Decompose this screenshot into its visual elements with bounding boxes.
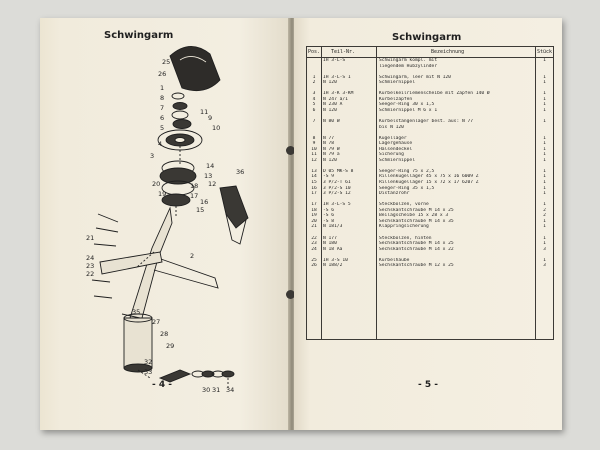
- row-bezeichnung: Rillenkugellager 45 x 75 x 16 6009 Z: [379, 174, 479, 180]
- row-pos: 1: [312, 74, 316, 80]
- callout-label: 6: [160, 114, 165, 122]
- row-bezeichnung: Distanzrohr: [379, 191, 410, 197]
- callout-label: 21: [86, 234, 95, 242]
- callout-label: 23: [86, 262, 95, 270]
- callout-label: 34: [226, 386, 235, 394]
- row-teil-nr: N 188/2: [323, 263, 343, 269]
- row-stueck: 1: [543, 119, 546, 125]
- row-pos: 17: [311, 202, 317, 208]
- row-stueck: 1: [543, 168, 546, 174]
- row-pos: 17: [311, 191, 317, 197]
- callout-label: 17: [190, 192, 199, 200]
- row-teil-nr: N 247 a/1: [323, 96, 348, 102]
- row-pos: 6: [312, 107, 316, 113]
- row-teil-nr: -S 6: [323, 213, 335, 219]
- row-stueck: 2: [543, 213, 546, 219]
- row-stueck: 1: [543, 107, 546, 113]
- row-pos: 21: [311, 224, 317, 230]
- row-bezeichnung: Schmiernippel: [379, 157, 415, 163]
- row-bezeichnung: Seeger-Ring 35 x 1,5: [379, 185, 435, 191]
- row-bezeichnung: Kurbelstangenlager best. aus: N 77: [379, 119, 474, 125]
- row-bezeichnung: Kurbelhaube: [379, 257, 410, 263]
- row-pos: 19: [311, 213, 317, 219]
- row-stueck: 1: [543, 58, 546, 63]
- row-stueck: 1: [543, 185, 546, 191]
- row-stueck: 1: [543, 180, 546, 186]
- row-stueck: 1: [543, 80, 546, 86]
- row-pos: 3: [312, 91, 316, 97]
- right-page: [294, 18, 562, 430]
- row-teil-nr: N 230 A: [323, 102, 343, 108]
- left-page: [40, 18, 290, 430]
- row-pos: 24: [311, 246, 317, 252]
- row-pos: 4: [312, 96, 316, 102]
- callout-label: 12: [208, 180, 217, 188]
- row-teil-nr: N 177: [323, 235, 337, 241]
- row-stueck: 1: [543, 241, 546, 247]
- row-teil-nr: N 78: [323, 141, 335, 147]
- row-pos: 11: [311, 152, 317, 158]
- row-pos: 10: [311, 146, 317, 152]
- row-pos: 8: [312, 135, 316, 141]
- parts-table: [306, 46, 554, 340]
- row-teil-nr: N 120: [323, 157, 337, 163]
- row-stueck: 1: [543, 157, 546, 163]
- row-teil-nr: N 80 W: [323, 119, 340, 125]
- row-teil-nr: N 79 W: [323, 146, 340, 152]
- row-teil-nr: -S 9: [323, 174, 335, 180]
- callout-label: 25: [162, 58, 171, 66]
- callout-label: 20: [152, 180, 161, 188]
- callout-label: 36: [236, 168, 245, 176]
- parts-table-header: [307, 47, 553, 58]
- row-teil-nr: N 180: [323, 241, 337, 247]
- row-teil-nr: N 120: [323, 80, 337, 86]
- row-pos: 16: [311, 185, 317, 191]
- parts-table-body: [307, 58, 553, 269]
- callout-label: 30: [202, 386, 211, 394]
- callout-label: 32: [144, 358, 153, 366]
- row-stueck: 1: [543, 146, 546, 152]
- header-teil-nr: Teil-Nr.: [331, 49, 356, 55]
- callout-label: 26: [158, 70, 167, 78]
- table-row: [307, 263, 553, 269]
- row-stueck: 1: [543, 257, 546, 263]
- callout-label: 19: [158, 190, 167, 198]
- row-teil-nr: -S 8: [323, 218, 335, 224]
- row-teil-nr: N 181/3: [323, 224, 343, 230]
- row-teil-nr: IH 3-L-S 5: [323, 202, 351, 208]
- row-pos: 9: [312, 141, 316, 147]
- row-teil-nr: IH 3-L-S: [323, 58, 346, 63]
- row-bezeichnung: Lagergehäuse: [379, 141, 413, 147]
- callout-label: 35: [132, 308, 141, 316]
- row-pos: 12: [311, 157, 317, 163]
- callout-label: 24: [86, 254, 95, 262]
- row-teil-nr: 3 P/2-S 10: [323, 185, 351, 191]
- row-stueck: 3: [543, 246, 546, 252]
- row-bezeichnung: Rillenkugellager 15 x 72 x 17 6207 Z: [379, 180, 479, 186]
- row-stueck: 1: [543, 91, 546, 97]
- row-stueck: 1: [543, 191, 546, 197]
- callout-label: 7: [160, 104, 165, 112]
- row-bezeichnung: Steckbolzen, hinten: [379, 235, 432, 241]
- header-stueck: Stück: [537, 49, 553, 55]
- row-teil-nr: 3 P/2-S 12: [323, 191, 351, 197]
- row-pos: 23: [311, 241, 317, 247]
- row-bezeichnung: Klappringsicherung: [379, 224, 429, 230]
- row-bezeichnung: Schmiernippel: [379, 80, 415, 86]
- callout-label: 11: [200, 108, 209, 116]
- header-bezeichnung: Bezeichnung: [431, 49, 465, 55]
- row-stueck: 1: [543, 218, 546, 224]
- callout-label: 5: [160, 124, 165, 132]
- row-stueck: 1: [543, 152, 546, 158]
- row-stueck: 1: [543, 141, 546, 147]
- row-bezeichnung: Schmiernippel M 6 x 1: [379, 107, 438, 113]
- row-pos: 18: [311, 207, 317, 213]
- callout-label: 16: [200, 198, 209, 206]
- row-pos: 14: [311, 174, 317, 180]
- booklet-spread: [40, 18, 562, 430]
- callout-label: 9: [208, 114, 213, 122]
- row-bezeichnung: Beilagscheibe 15 x 28 x 3: [379, 213, 449, 219]
- row-stueck: 1: [543, 174, 546, 180]
- row-bezeichnung: liegendem Hubzylinder: [379, 63, 438, 69]
- right-page-title: Schwingarm: [392, 32, 462, 43]
- row-pos: 25: [311, 257, 317, 263]
- row-teil-nr: N 77: [323, 135, 335, 141]
- exploded-parts-diagram: [40, 18, 290, 430]
- row-teil-nr: IH 3-L-S 1: [323, 74, 351, 80]
- row-bezeichnung: Sechskantschraube M 14 x 25: [379, 241, 454, 247]
- row-teil-nr: IH 3-S 10: [323, 257, 348, 263]
- row-stueck: 1: [543, 102, 546, 108]
- row-stueck: 1: [543, 74, 546, 80]
- callout-label: 22: [86, 270, 95, 278]
- row-bezeichnung: Schwingarm, leer mit N 120: [379, 74, 451, 80]
- row-bezeichnung: Halsendeckel: [379, 146, 413, 152]
- callout-label: 27: [152, 318, 161, 326]
- callout-label: 4: [158, 140, 163, 148]
- row-stueck: 1: [543, 135, 546, 141]
- row-bezeichnung: Sicherung: [379, 152, 404, 158]
- row-teil-nr: -S 6: [323, 207, 335, 213]
- callout-label: 29: [166, 342, 175, 350]
- callout-label: 8: [160, 94, 165, 102]
- row-stueck: 1: [543, 96, 546, 102]
- row-bezeichnung: Seeger-Ring 30 x 1,5: [379, 102, 435, 108]
- row-pos: 15: [311, 180, 317, 186]
- callout-label: 13: [204, 172, 213, 180]
- row-teil-nr: N 120: [323, 107, 337, 113]
- row-pos: 5: [312, 102, 316, 108]
- row-pos: 26: [311, 263, 317, 269]
- row-pos: 7: [312, 119, 316, 125]
- callout-label: 2: [190, 252, 195, 260]
- row-teil-nr: N 18 Aa: [323, 246, 343, 252]
- callout-label: 18: [190, 182, 199, 190]
- row-stueck: 1: [543, 202, 546, 208]
- row-pos: 22: [311, 235, 317, 241]
- callout-label: 33: [144, 368, 153, 376]
- fork-part-shape: [220, 186, 248, 228]
- row-stueck: 1: [543, 224, 546, 230]
- callout-label: 28: [160, 330, 169, 338]
- row-bezeichnung: Kurbelzapfen: [379, 96, 413, 102]
- row-stueck: 2: [543, 207, 546, 213]
- callout-label: 3: [150, 152, 155, 160]
- crank-cover-shape: [170, 46, 220, 90]
- row-bezeichnung: Kugellager: [379, 135, 407, 141]
- row-bezeichnung: Sechskantschraube M 14 x 25: [379, 207, 454, 213]
- row-bezeichnung: Sechskantschraube M 14 x 22: [379, 246, 454, 252]
- row-bezeichnung: Schwingarm kompl. mit: [379, 58, 438, 63]
- callout-label: 15: [196, 206, 205, 214]
- row-bezeichnung: bis N 120: [379, 124, 404, 130]
- left-page-number: - 4 -: [152, 380, 172, 390]
- header-pos: Pos.: [308, 49, 321, 55]
- callout-label: 1: [160, 84, 165, 92]
- row-bezeichnung: Steckbolzen, vorne: [379, 202, 429, 208]
- row-pos: 2: [312, 80, 316, 86]
- row-teil-nr: 3 P/2-T 61: [323, 180, 351, 186]
- callout-label: 14: [206, 162, 215, 170]
- row-teil-nr: D 05 MK-S 8: [323, 168, 354, 174]
- row-teil-nr: IH 3-K 3-KM: [323, 91, 354, 97]
- row-teil-nr: N 79 a: [323, 152, 340, 158]
- row-pos: 13: [311, 168, 317, 174]
- row-stueck: 3: [543, 263, 546, 269]
- row-bezeichnung: Sechskantschraube M 14 x 35: [379, 218, 454, 224]
- callout-label: 10: [212, 124, 221, 132]
- row-bezeichnung: Kurbelkeilriemenscheibe mit Zapfen 140 Ø: [379, 91, 490, 97]
- row-bezeichnung: Seeger-Ring 75 x 2,5: [379, 168, 435, 174]
- callout-label: 31: [212, 386, 221, 394]
- right-page-number: - 5 -: [418, 380, 438, 390]
- row-pos: 20: [311, 218, 317, 224]
- row-bezeichnung: Sechskantschraube M 12 x 25: [379, 263, 454, 269]
- row-stueck: 1: [543, 235, 546, 241]
- left-page-title: Schwingarm: [104, 30, 174, 41]
